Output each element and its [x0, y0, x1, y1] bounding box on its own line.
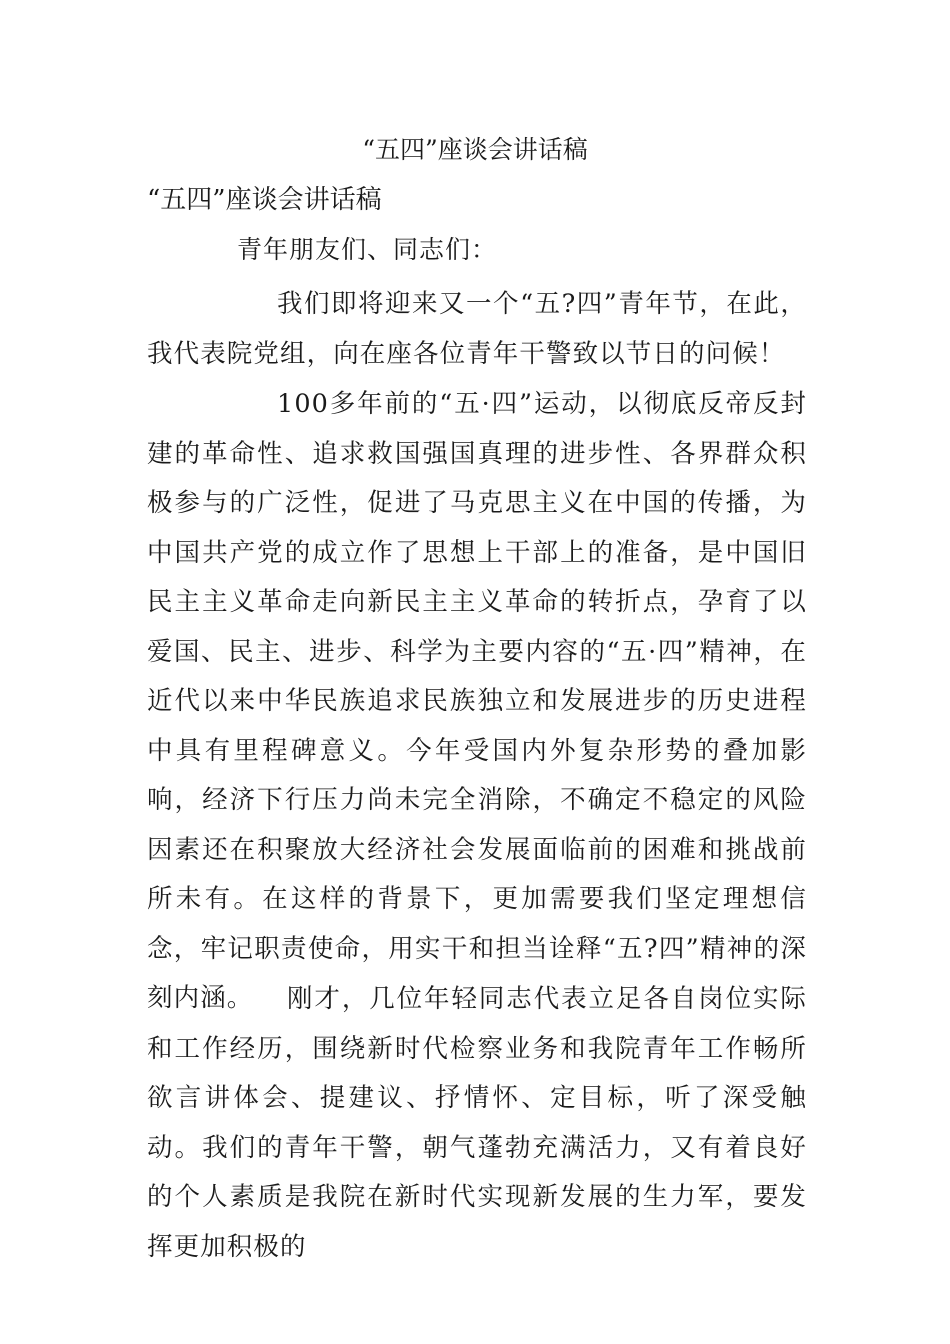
paragraph-history: 100多年前的“五·四”运动，以彻底反帝反封建的革命性、追求救国强国真理的进步性、各界群众积极参与的广泛性，促进了马克思主义在中国的传播，为中国共产党的成立作了思想上干部上的准备，是中国旧民主主义革命走向新民主主义革命的转折点，孕育了以爱国、民主、进步、科学为主要内容的“五·四”精神，在近代以来中华民族追求民族独立和发展进步的历史进程中具有里程碑意义。今年受国内外复杂形势的叠加影响，经济下行压力尚未完全消除，不确定不稳定的风险因素还在积聚放大经济社会发展面临前的困难和挑战前所未有。在这样的背景下，更加需要我们坚定理想信念，牢记职责使命，用实干和担当诠释“五?四”精神的深刻内涵。: [147, 389, 807, 1013]
paragraph-youth: 刚才，几位年轻同志代表立足各自岗位实际和工作经历，围绕新时代检察业务和我院青年工作畅所欲言讲体会、提建议、抒情怀、定目标，听了深受触动。我们的青年干警，朝气蓬勃充满活力，又有着良好的个人素质是我院在新时代实现新发展的生力军，要发挥更加积极的: [147, 984, 807, 1262]
document-title: “五四”座谈会讲话稿: [362, 135, 588, 164]
salutation: 青年朋友们、同志们：: [237, 235, 498, 264]
document-heading: “五四”座谈会讲话稿: [147, 185, 382, 215]
paragraph-greeting: 我们即将迎来又一个“五?四”青年节，在此，我代表院党组，向在座各位青年干警致以节日的问候！: [147, 289, 807, 369]
